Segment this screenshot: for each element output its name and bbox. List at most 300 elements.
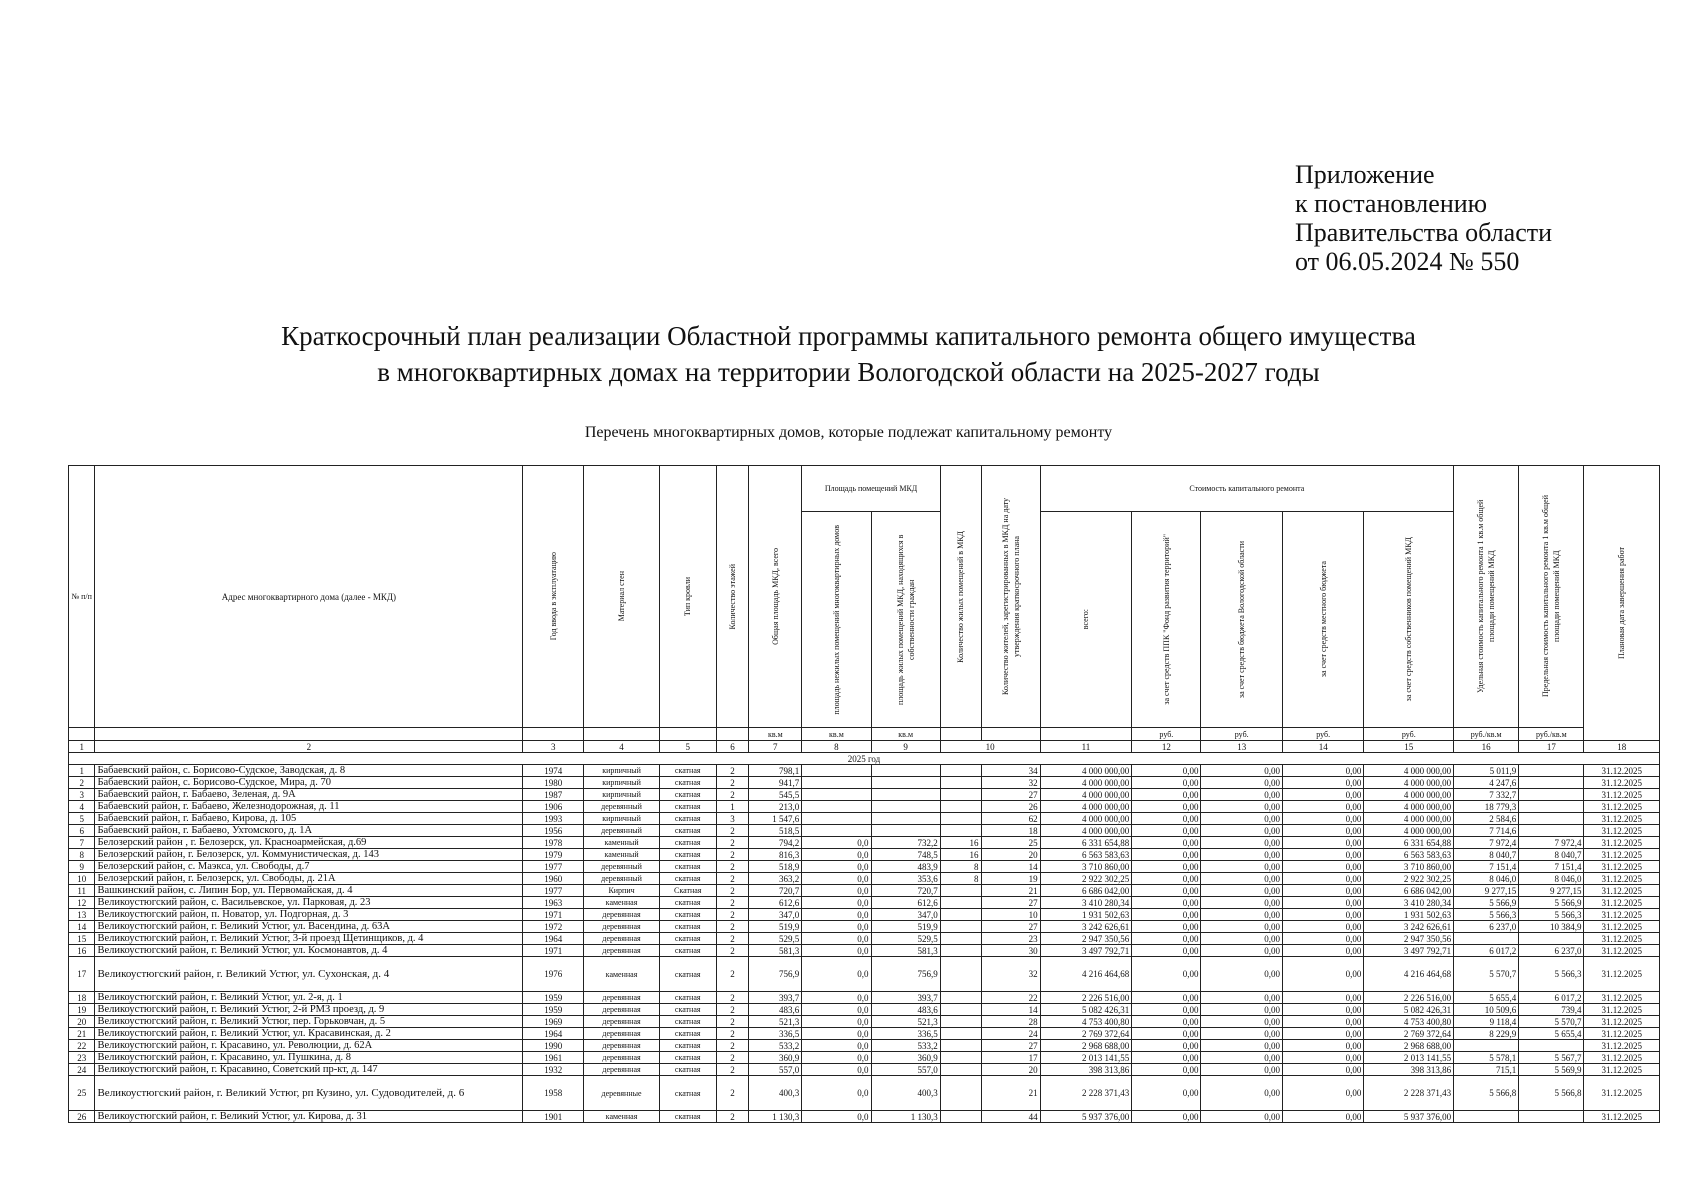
row-total-area: 360,9 — [749, 1052, 802, 1064]
header-flats — [940, 466, 981, 728]
row-cost-total: 2 769 372,64 — [1040, 1028, 1132, 1040]
row-limit-cost — [1519, 933, 1584, 945]
row-cost-fund: 0,00 — [1132, 957, 1201, 992]
row-total-area: 519,9 — [749, 921, 802, 933]
row-flats — [940, 945, 981, 957]
column-number: 8 — [802, 741, 871, 753]
row-res-area: 519,9 — [871, 921, 940, 933]
row-limit-cost: 6 237,0 — [1519, 945, 1584, 957]
row-material: деревянный — [584, 873, 659, 885]
row-deadline: 31.12.2025 — [1584, 1028, 1660, 1040]
title-line-2: в многоквартирных домах на территории Вологодской области на 2025-2027 годы — [377, 357, 1320, 387]
row-nonres-area — [802, 789, 871, 801]
row-cost-total: 3 710 860,00 — [1040, 861, 1132, 873]
row-material: деревянная — [584, 933, 659, 945]
row-residents: 19 — [981, 873, 1040, 885]
row-res-area — [871, 825, 940, 837]
row-number: 16 — [69, 945, 95, 957]
row-roof: скатная — [659, 909, 716, 921]
row-limit-cost: 5 566,9 — [1519, 897, 1584, 909]
header-res-area-text: площадь жилых помещений МКД, находящихся в собственности граждан — [895, 534, 916, 705]
row-nonres-area: 0,0 — [802, 909, 871, 921]
row-cost-total: 2 228 371,43 — [1040, 1076, 1132, 1111]
row-limit-cost: 5 566,8 — [1519, 1076, 1584, 1111]
row-residents: 28 — [981, 1016, 1040, 1028]
row-material: каменный — [584, 837, 659, 849]
column-number: 4 — [584, 741, 659, 753]
row-res-area: 533,2 — [871, 1040, 940, 1052]
row-nonres-area: 0,0 — [802, 1111, 871, 1123]
row-address: Белозерский район, г. Белозерск, ул. Коммунистическая, д. 143 — [95, 849, 523, 861]
column-number: 10 — [940, 741, 1040, 753]
row-cost-owners: 6 331 654,88 — [1364, 837, 1454, 849]
row-deadline: 31.12.2025 — [1584, 1052, 1660, 1064]
row-cost-fund: 0,00 — [1132, 897, 1201, 909]
row-floors: 2 — [716, 1028, 749, 1040]
row-roof: скатная — [659, 992, 716, 1004]
row-unit-cost: 5 578,1 — [1454, 1052, 1519, 1064]
row-material: деревянный — [584, 861, 659, 873]
row-roof: скатная — [659, 933, 716, 945]
row-cost-owners: 3 710 860,00 — [1364, 861, 1454, 873]
row-cost-total: 4 000 000,00 — [1040, 813, 1132, 825]
unit-rub: руб. — [1364, 728, 1454, 741]
row-flats — [940, 765, 981, 777]
row-cost-owners: 1 931 502,63 — [1364, 909, 1454, 921]
row-cost-owners: 2 226 516,00 — [1364, 992, 1454, 1004]
row-address: Великоустюгский район, г. Великий Устюг, ул. Сухонская, д. 4 — [95, 957, 523, 992]
row-cost-fund: 0,00 — [1132, 1016, 1201, 1028]
row-number: 2 — [69, 777, 95, 789]
row-residents: 27 — [981, 921, 1040, 933]
row-floors: 2 — [716, 1064, 749, 1076]
row-deadline: 31.12.2025 — [1584, 1040, 1660, 1052]
row-address: Великоустюгский район, с. Васильевское, ул. Парковая, д. 23 — [95, 897, 523, 909]
row-address: Великоустюгский район, г. Великий Устюг, 2-й РМЗ проезд, д. 9 — [95, 1004, 523, 1016]
row-res-area: 581,3 — [871, 945, 940, 957]
row-number: 26 — [69, 1111, 95, 1123]
column-number: 1 — [69, 741, 95, 753]
row-cost-total: 2 922 302,25 — [1040, 873, 1132, 885]
row-address: Великоустюгский район, г. Великий Устюг, ул. Кирова, д. 31 — [95, 1111, 523, 1123]
row-residents: 34 — [981, 765, 1040, 777]
row-number: 1 — [69, 765, 95, 777]
row-year: 1901 — [523, 1111, 584, 1123]
row-nonres-area: 0,0 — [802, 957, 871, 992]
table-body — [69, 765, 1660, 1123]
row-floors: 2 — [716, 765, 749, 777]
row-address: Великоустюгский район, г. Великий Устюг, ул. Красавинская, д. 2 — [95, 1028, 523, 1040]
row-cost-region: 0,00 — [1201, 837, 1282, 849]
row-unit-cost: 9 277,15 — [1454, 885, 1519, 897]
row-year: 1971 — [523, 945, 584, 957]
row-unit-cost — [1454, 1040, 1519, 1052]
row-cost-local: 0,00 — [1282, 1004, 1363, 1016]
row-cost-owners: 5 937 376,00 — [1364, 1111, 1454, 1123]
row-cost-region: 0,00 — [1201, 801, 1282, 813]
row-year: 1971 — [523, 909, 584, 921]
header-total-area — [749, 466, 802, 728]
row-total-area: 521,3 — [749, 1016, 802, 1028]
row-residents: 32 — [981, 777, 1040, 789]
row-limit-cost: 8 046,0 — [1519, 873, 1584, 885]
row-year: 1972 — [523, 921, 584, 933]
row-total-area: 1 547,6 — [749, 813, 802, 825]
row-roof: скатная — [659, 789, 716, 801]
row-year: 1976 — [523, 957, 584, 992]
row-roof: скатная — [659, 921, 716, 933]
row-deadline: 31.12.2025 — [1584, 992, 1660, 1004]
row-residents: 30 — [981, 945, 1040, 957]
row-cost-region: 0,00 — [1201, 861, 1282, 873]
column-number: 6 — [716, 741, 749, 753]
row-flats — [940, 1028, 981, 1040]
row-nonres-area: 0,0 — [802, 885, 871, 897]
table-row — [69, 1064, 1660, 1076]
row-limit-cost: 7 972,4 — [1519, 837, 1584, 849]
row-cost-fund: 0,00 — [1132, 825, 1201, 837]
row-cost-local: 0,00 — [1282, 801, 1363, 813]
row-deadline: 31.12.2025 — [1584, 837, 1660, 849]
row-material: кирпичный — [584, 777, 659, 789]
row-flats — [940, 777, 981, 789]
table-row — [69, 897, 1660, 909]
row-floors: 2 — [716, 945, 749, 957]
row-cost-region: 0,00 — [1201, 765, 1282, 777]
table-row — [69, 777, 1660, 789]
row-cost-local: 0,00 — [1282, 1111, 1363, 1123]
row-unit-cost: 7 151,4 — [1454, 861, 1519, 873]
row-residents: 23 — [981, 933, 1040, 945]
row-res-area: 557,0 — [871, 1064, 940, 1076]
row-cost-owners: 4 000 000,00 — [1364, 801, 1454, 813]
row-total-area: 941,7 — [749, 777, 802, 789]
row-cost-total: 2 013 141,55 — [1040, 1052, 1132, 1064]
row-cost-fund: 0,00 — [1132, 801, 1201, 813]
row-limit-cost — [1519, 825, 1584, 837]
row-cost-owners: 4 000 000,00 — [1364, 789, 1454, 801]
row-cost-fund: 0,00 — [1132, 1064, 1201, 1076]
row-floors: 2 — [716, 921, 749, 933]
row-nonres-area: 0,0 — [802, 933, 871, 945]
row-residents: 27 — [981, 897, 1040, 909]
row-cost-owners: 4 000 000,00 — [1364, 813, 1454, 825]
header-unit-cost-text: Удельная стоимость капитального ремонта 1 кв.м общей площади помещений МКД — [1476, 499, 1497, 694]
row-floors: 2 — [716, 1040, 749, 1052]
row-roof: скатная — [659, 861, 716, 873]
table-row — [69, 765, 1660, 777]
table-row — [69, 1028, 1660, 1040]
row-limit-cost: 5 570,7 — [1519, 1016, 1584, 1028]
header-year-text: Год ввода в эксплуатацию — [548, 552, 558, 641]
row-unit-cost: 5 570,7 — [1454, 957, 1519, 992]
header-cost-owners-text: за счет средств собственников помещений МКД — [1404, 537, 1414, 702]
row-cost-total: 6 331 654,88 — [1040, 837, 1132, 849]
row-floors: 2 — [716, 909, 749, 921]
row-material: деревянный — [584, 801, 659, 813]
row-res-area: 336,5 — [871, 1028, 940, 1040]
row-unit-cost: 5 566,8 — [1454, 1076, 1519, 1111]
row-cost-region: 0,00 — [1201, 1052, 1282, 1064]
header-deadline-text: Плановая дата завершения работ — [1617, 546, 1627, 660]
row-res-area: 756,9 — [871, 957, 940, 992]
row-residents: 25 — [981, 837, 1040, 849]
row-unit-cost: 7 972,4 — [1454, 837, 1519, 849]
row-flats — [940, 992, 981, 1004]
row-cost-region: 0,00 — [1201, 1064, 1282, 1076]
row-total-area: 363,2 — [749, 873, 802, 885]
row-year: 1979 — [523, 849, 584, 861]
row-year: 1959 — [523, 1004, 584, 1016]
header-year — [523, 466, 584, 728]
row-cost-region: 0,00 — [1201, 813, 1282, 825]
row-limit-cost: 5 567,7 — [1519, 1052, 1584, 1064]
row-deadline: 31.12.2025 — [1584, 861, 1660, 873]
row-number: 12 — [69, 897, 95, 909]
row-cost-local: 0,00 — [1282, 909, 1363, 921]
row-res-area: 360,9 — [871, 1052, 940, 1064]
row-number: 5 — [69, 813, 95, 825]
row-cost-local: 0,00 — [1282, 873, 1363, 885]
row-cost-local: 0,00 — [1282, 849, 1363, 861]
row-total-area: 798,1 — [749, 765, 802, 777]
row-floors: 3 — [716, 813, 749, 825]
row-limit-cost — [1519, 1040, 1584, 1052]
row-floors: 2 — [716, 992, 749, 1004]
row-address: Великоустюгский район, г. Великий Устюг, пер. Горьковчан, д. 5 — [95, 1016, 523, 1028]
row-cost-region: 0,00 — [1201, 849, 1282, 861]
row-cost-owners: 3 410 280,34 — [1364, 897, 1454, 909]
row-cost-fund: 0,00 — [1132, 1028, 1201, 1040]
row-material: кирпичный — [584, 765, 659, 777]
row-number: 14 — [69, 921, 95, 933]
row-flats — [940, 1040, 981, 1052]
row-unit-cost — [1454, 933, 1519, 945]
header-cost-local — [1282, 512, 1363, 728]
row-unit-cost: 8 040,7 — [1454, 849, 1519, 861]
row-unit-cost: 9 118,4 — [1454, 1016, 1519, 1028]
row-cost-fund: 0,00 — [1132, 1111, 1201, 1123]
row-nonres-area: 0,0 — [802, 849, 871, 861]
row-cost-local: 0,00 — [1282, 885, 1363, 897]
row-material: каменная — [584, 1111, 659, 1123]
table-row — [69, 849, 1660, 861]
table-row — [69, 873, 1660, 885]
row-deadline: 31.12.2025 — [1584, 765, 1660, 777]
row-number: 3 — [69, 789, 95, 801]
row-cost-local: 0,00 — [1282, 1052, 1363, 1064]
row-cost-region: 0,00 — [1201, 1028, 1282, 1040]
row-roof: скатная — [659, 777, 716, 789]
row-cost-local: 0,00 — [1282, 933, 1363, 945]
row-roof: скатная — [659, 1028, 716, 1040]
column-number: 9 — [871, 741, 940, 753]
row-limit-cost: 5 569,9 — [1519, 1064, 1584, 1076]
row-flats: 16 — [940, 849, 981, 861]
row-cost-total: 5 937 376,00 — [1040, 1111, 1132, 1123]
row-address: Великоустюгский район, г. Великий Устюг, ул. Космонавтов, д. 4 — [95, 945, 523, 957]
row-cost-total: 4 000 000,00 — [1040, 765, 1132, 777]
row-residents: 14 — [981, 1004, 1040, 1016]
row-nonres-area — [802, 765, 871, 777]
row-flats — [940, 1064, 981, 1076]
row-unit-cost: 2 584,6 — [1454, 813, 1519, 825]
row-residents: 17 — [981, 1052, 1040, 1064]
row-nonres-area: 0,0 — [802, 861, 871, 873]
unit-sqm: кв.м — [802, 728, 871, 741]
title-line-1: Краткосрочный план реализации Областной программы капитального ремонта общего имущества — [281, 321, 1416, 351]
row-floors: 2 — [716, 873, 749, 885]
header-res-area — [871, 512, 940, 728]
row-cost-fund: 0,00 — [1132, 1076, 1201, 1111]
row-cost-fund: 0,00 — [1132, 909, 1201, 921]
row-cost-total: 2 968 688,00 — [1040, 1040, 1132, 1052]
row-total-area: 483,6 — [749, 1004, 802, 1016]
row-cost-fund: 0,00 — [1132, 992, 1201, 1004]
row-res-area: 748,5 — [871, 849, 940, 861]
row-total-area: 393,7 — [749, 992, 802, 1004]
row-floors: 2 — [716, 957, 749, 992]
row-cost-total: 4 000 000,00 — [1040, 777, 1132, 789]
header-cost-region — [1201, 512, 1282, 728]
table-row — [69, 909, 1660, 921]
row-total-area: 756,9 — [749, 957, 802, 992]
row-floors: 2 — [716, 777, 749, 789]
row-flats — [940, 885, 981, 897]
row-number: 13 — [69, 909, 95, 921]
row-nonres-area: 0,0 — [802, 1052, 871, 1064]
appendix-date-line: от 06.05.2024 № 550 — [1295, 247, 1520, 276]
unit-cell — [95, 728, 523, 741]
row-floors: 2 — [716, 861, 749, 873]
row-year: 1980 — [523, 777, 584, 789]
row-deadline: 31.12.2025 — [1584, 825, 1660, 837]
table-row — [69, 861, 1660, 873]
row-deadline: 31.12.2025 — [1584, 897, 1660, 909]
row-year: 1977 — [523, 885, 584, 897]
row-roof: скатная — [659, 765, 716, 777]
row-cost-region: 0,00 — [1201, 909, 1282, 921]
row-flats — [940, 897, 981, 909]
row-residents: 32 — [981, 957, 1040, 992]
row-roof: скатная — [659, 945, 716, 957]
row-cost-region: 0,00 — [1201, 1040, 1282, 1052]
buildings-table — [68, 465, 1660, 1123]
row-address: Великоустюгский район, п. Новатор, ул. Подгорная, д. 3 — [95, 909, 523, 921]
row-material: деревянная — [584, 921, 659, 933]
unit-cell — [659, 728, 716, 741]
row-unit-cost: 10 509,6 — [1454, 1004, 1519, 1016]
row-residents: 62 — [981, 813, 1040, 825]
row-cost-region: 0,00 — [1201, 957, 1282, 992]
row-cost-region: 0,00 — [1201, 921, 1282, 933]
row-nonres-area: 0,0 — [802, 1064, 871, 1076]
row-deadline: 31.12.2025 — [1584, 789, 1660, 801]
row-flats — [940, 825, 981, 837]
row-total-area: 794,2 — [749, 837, 802, 849]
row-cost-owners: 4 000 000,00 — [1364, 765, 1454, 777]
row-residents: 20 — [981, 849, 1040, 861]
row-address: Белозерский район , г. Белозерск, ул. Красноармейская, д.69 — [95, 837, 523, 849]
row-total-area: 1 130,3 — [749, 1111, 802, 1123]
row-material: каменная — [584, 897, 659, 909]
row-number: 9 — [69, 861, 95, 873]
row-number: 21 — [69, 1028, 95, 1040]
header-nonres-area — [802, 512, 871, 728]
row-flats — [940, 1016, 981, 1028]
table-row — [69, 957, 1660, 992]
row-roof: скатная — [659, 813, 716, 825]
row-cost-local: 0,00 — [1282, 777, 1363, 789]
row-cost-local: 0,00 — [1282, 992, 1363, 1004]
row-material: деревянный — [584, 825, 659, 837]
table-row — [69, 837, 1660, 849]
row-material: каменная — [584, 957, 659, 992]
document-title — [0, 318, 1697, 390]
row-unit-cost: 6 237,0 — [1454, 921, 1519, 933]
row-cost-owners: 4 216 464,68 — [1364, 957, 1454, 992]
row-number: 19 — [69, 1004, 95, 1016]
header-cost-local-text: за счет средств местного бюджета — [1318, 561, 1328, 678]
row-year: 1964 — [523, 1028, 584, 1040]
row-flats: 8 — [940, 861, 981, 873]
row-floors: 2 — [716, 825, 749, 837]
row-cost-fund: 0,00 — [1132, 1052, 1201, 1064]
row-cost-fund: 0,00 — [1132, 921, 1201, 933]
row-total-area: 347,0 — [749, 909, 802, 921]
row-residents: 27 — [981, 1040, 1040, 1052]
unit-cell — [716, 728, 749, 741]
unit-cell — [981, 728, 1040, 741]
header-cost-region-text: за счет средств бюджета Вологодской области — [1237, 540, 1247, 699]
row-cost-owners: 2 968 688,00 — [1364, 1040, 1454, 1052]
row-deadline: 31.12.2025 — [1584, 1076, 1660, 1111]
row-nonres-area: 0,0 — [802, 1004, 871, 1016]
row-deadline: 31.12.2025 — [1584, 777, 1660, 789]
row-cost-owners: 4 753 400,80 — [1364, 1016, 1454, 1028]
year-section-label: 2025 год — [69, 753, 1660, 765]
row-limit-cost: 5 566,3 — [1519, 957, 1584, 992]
row-cost-owners: 5 082 426,31 — [1364, 1004, 1454, 1016]
header-area-group: Площадь помещений МКД — [802, 466, 941, 512]
row-material: каменный — [584, 849, 659, 861]
row-deadline: 31.12.2025 — [1584, 909, 1660, 921]
row-res-area: 347,0 — [871, 909, 940, 921]
row-cost-region: 0,00 — [1201, 873, 1282, 885]
row-res-area: 720,7 — [871, 885, 940, 897]
row-nonres-area: 0,0 — [802, 1016, 871, 1028]
header-residents-text: Количество жителей, зарегистрированных в МКД на дату утверждения краткосрочного плана — [1000, 497, 1021, 696]
header-material-text: Материал стен — [617, 571, 627, 622]
row-year: 1993 — [523, 813, 584, 825]
row-nonres-area — [802, 825, 871, 837]
header-cost-total — [1040, 512, 1132, 728]
row-roof: скатная — [659, 1052, 716, 1064]
row-nonres-area: 0,0 — [802, 945, 871, 957]
row-floors: 2 — [716, 1004, 749, 1016]
row-cost-fund: 0,00 — [1132, 837, 1201, 849]
row-number: 24 — [69, 1064, 95, 1076]
header-deadline — [1584, 466, 1660, 741]
row-unit-cost: 6 017,2 — [1454, 945, 1519, 957]
header-flats-text: Количество жилых помещений в МКД — [956, 530, 966, 663]
column-number: 18 — [1584, 741, 1660, 753]
table-row — [69, 885, 1660, 897]
row-total-area: 720,7 — [749, 885, 802, 897]
row-number: 17 — [69, 957, 95, 992]
row-deadline: 31.12.2025 — [1584, 873, 1660, 885]
row-res-area: 483,6 — [871, 1004, 940, 1016]
